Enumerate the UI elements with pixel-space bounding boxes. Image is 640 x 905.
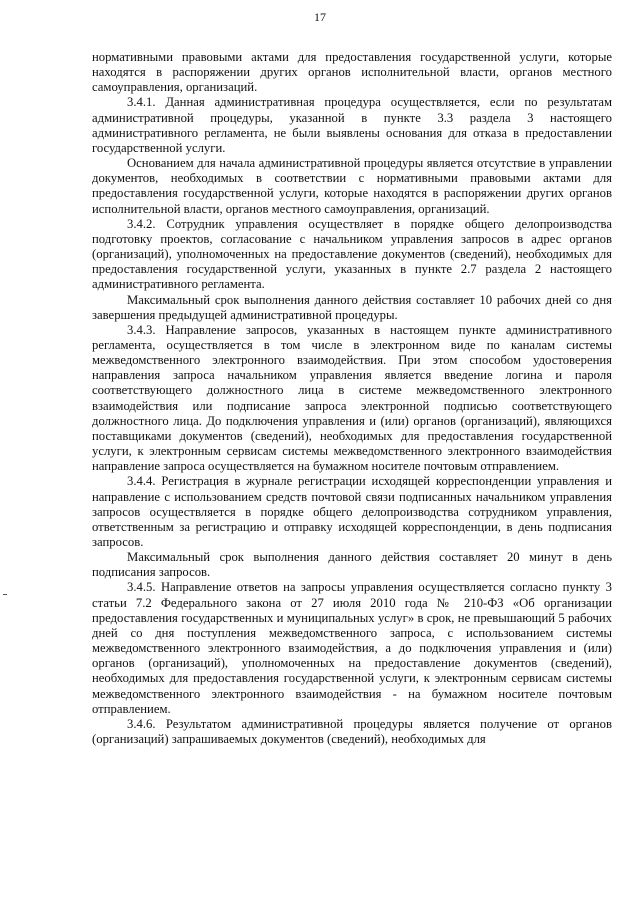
paragraph-3-4-3: 3.4.3. Направление запросов, указанных в настоящем пункте административного регламента, осуществляется в том числе в электронном виде по каналам системы межведомственного электронного взаимодействия. При этом способом удостоверения направления запроса начальником управления является введение логина и пароля соответствующего должностного лица в системе межведомственного электронного взаимодействия или подписание запроса электронной подписью соответствующего должностного лица. До подключения управления и (или) органов (организаций), являющихся поставщиками документов (сведений), необходимых для предоставления государственной услуги, к электронным сервисам системы межведомственного электронного взаимодействия направление запроса осуществляется на бумажном носителе почтовым отправлением. xyxy=(92,322,612,474)
document-body xyxy=(92,50,612,747)
page-number: 17 xyxy=(314,10,326,24)
paragraph-max-term-20-minutes: Максимальный срок выполнения данного действия составляет 20 минут в день подписания запросов. xyxy=(92,550,612,580)
paragraph-3-4-1: 3.4.1. Данная административная процедура осуществляется, если по результатам административной процедуры, указанной в пункте 3.3 раздела 3 настоящего административного регламента, не были выявлены основания для отказа в предоставлении государственной услуги. xyxy=(92,95,612,155)
paragraph-3-4-4: 3.4.4. Регистрация в журнале регистрации исходящей корреспонденции управления и направление с использованием средств почтовой связи подписанных начальником управления запросов осуществляется в порядке общего делопроизводства сотрудником управления, ответственным за регистрацию и отправку исходящей корреспонденции, в день подписания запросов. xyxy=(92,474,612,549)
paragraph-continuation: нормативными правовыми актами для предоставления государственной услуги, которые находятся в распоряжении других органов исполнительной власти, органов местного самоуправления, организаций. xyxy=(92,50,612,95)
paragraph-3-4-2: 3.4.2. Сотрудник управления осуществляет в порядке общего делопроизводства подготовку проектов, согласование с начальником управления запросов в адрес органов (организаций), уполномоченных на предоставление документов (сведений), необходимых для предоставления государственной услуги, указанных в пункте 2.7 раздела 2 настоящего административного регламента. xyxy=(92,216,612,292)
paragraph-procedure-basis: Основанием для начала административной процедуры является отсутствие в управлении документов, необходимых в соответствии с нормативными правовыми актами для предоставления государственной услуги, которые находятся в распоряжении других органов исполнительной власти, органов местного самоуправления, организаций. xyxy=(92,156,612,216)
margin-mark xyxy=(3,594,7,595)
paragraph-3-4-5: 3.4.5. Направление ответов на запросы управления осуществляется согласно пункту 3 статьи 7.2 Федерального закона от 27 июля 2010 года № 210-ФЗ «Об организации предоставления государственных и муниципальных услуг» в срок, не превышающий 5 рабочих дней со дня поступления межведомственного запроса, с использованием системы межведомственного электронного взаимодействия, а до подключения управления и (или) органов (организаций), уполномоченных на предоставление документов (сведений), необходимых для предоставления государственной услуги, к электронным сервисам системы межведомственного электронного взаимодействия - на бумажном носителе почтовым отправлением. xyxy=(92,580,612,716)
paragraph-3-4-6: 3.4.6. Результатом административной процедуры является получение от органов (организаций) запрашиваемых документов (сведений), необходимых для xyxy=(92,716,612,747)
paragraph-max-term-10-days: Максимальный срок выполнения данного действия составляет 10 рабочих дней со дня завершения предыдущей административной процедуры. xyxy=(92,292,612,322)
